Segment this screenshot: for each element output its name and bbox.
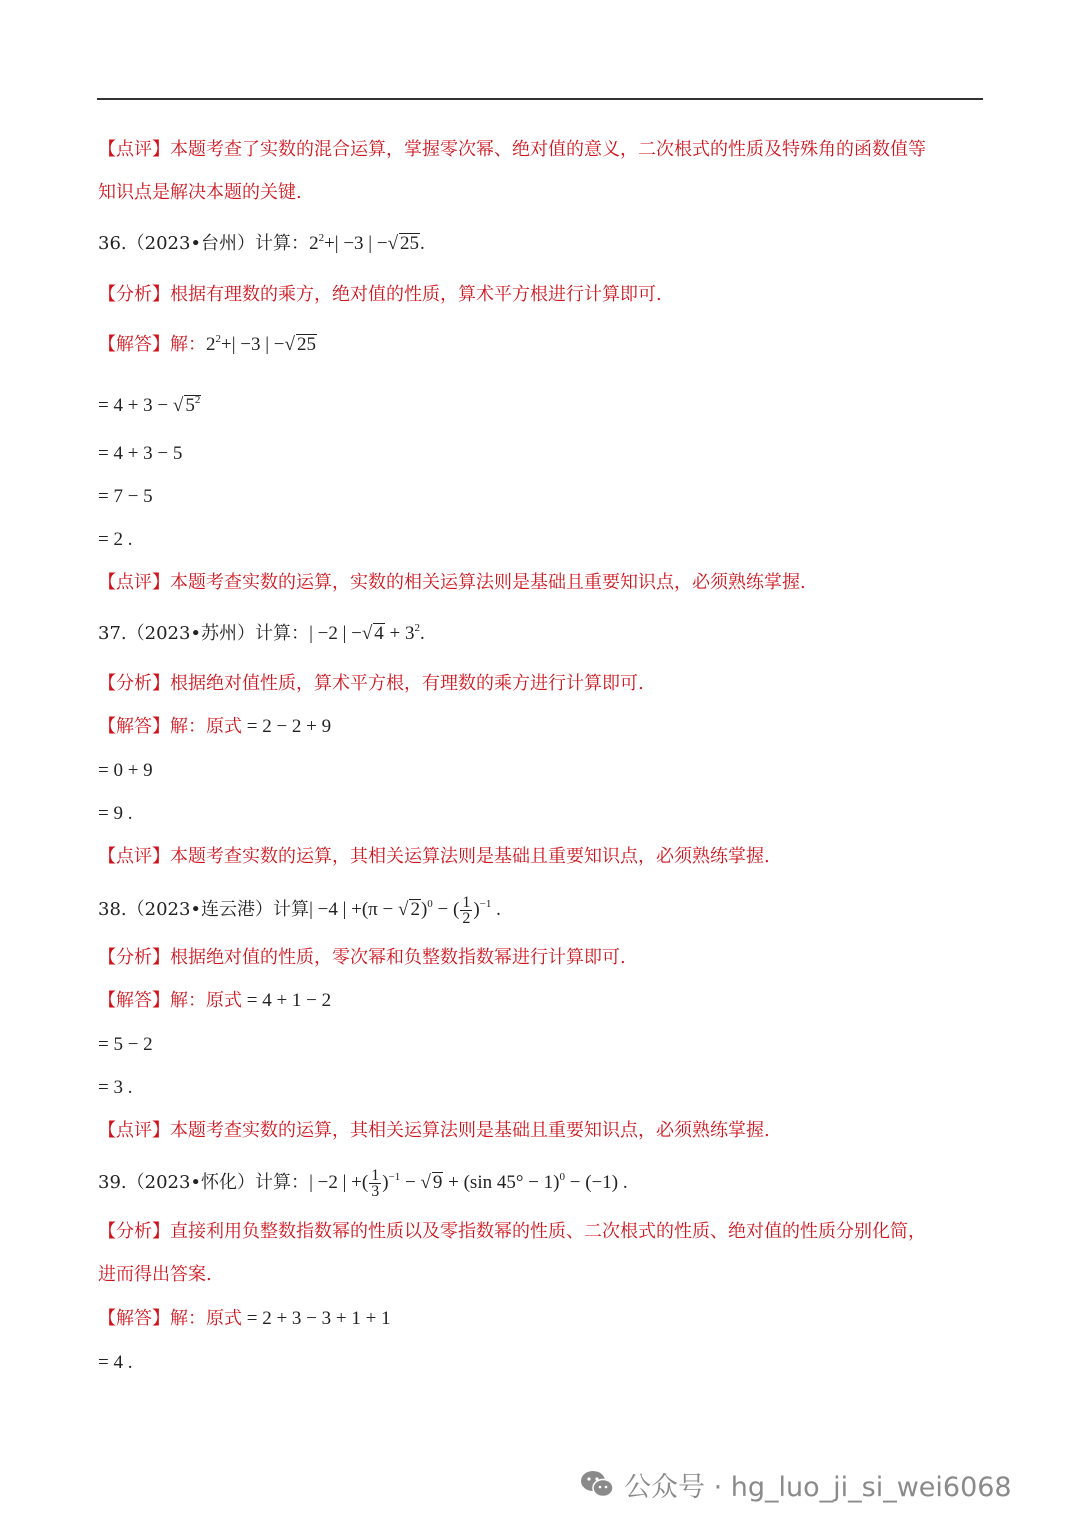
watermark-text: 公众号 · hg_luo_ji_si_wei6068: [624, 1471, 1012, 1503]
step-38-2: = 3 .: [98, 1077, 133, 1098]
analysis-39-line2: 进而得出答案.: [98, 1264, 212, 1285]
problem-37-question: 37.（2023•苏州）计算：| −2 | −√ $4 + 3^2$.: [98, 622, 425, 644]
wechat-icon: [580, 1469, 614, 1499]
problem-38-question: 38.（2023•连云港）计算| −4 | +(π − √ 2)$^0$ − ( $\frac{1}{2}$ )$^{-1}$ .: [98, 894, 501, 927]
answer-36: 【解答】解：$2^2+| -3$ | −√ 25: [98, 333, 316, 355]
analysis-36: 【分析】根据有理数的乘方，绝对值的性质，算术平方根进行计算即可.: [98, 284, 662, 305]
step-36-1: = 4 + 3 − √ $5^2$: [98, 394, 201, 416]
step-36-2: = 4 + 3 − 5: [98, 443, 183, 464]
header-rule: [97, 98, 983, 100]
problem-36-question: 36.（2023•台州）计算：$2^2+| -3$ | −√ 25.: [98, 232, 425, 254]
analysis-39-line1: 【分析】直接利用负整数指数幂的性质以及零指数幂的性质、二次根式的性质、绝对值的性质分别化简，: [98, 1221, 926, 1242]
step-36-4: = 2 .: [98, 529, 133, 550]
problem-39-question: 39.（2023•怀化）计算：| −2 | +( $\frac{1}{3}$ )$^{-1}$ − √ 9 + (sin 45° − 1)$^0$ − (−1) .: [98, 1167, 628, 1200]
step-37-1: = 0 + 9: [98, 760, 153, 781]
comment-36: 【点评】本题考查实数的运算，实数的相关运算法则是基础且重要知识点，必须熟练掌握.: [98, 572, 806, 593]
analysis-38: 【分析】根据绝对值的性质，零次幂和负整数指数幂进行计算即可.: [98, 947, 626, 968]
step-39-1: = 4 .: [98, 1352, 133, 1373]
step-36-3: = 7 − 5: [98, 486, 153, 507]
step-37-2: = 9 .: [98, 803, 133, 824]
comment-37: 【点评】本题考查实数的运算，其相关运算法则是基础且重要知识点，必须熟练掌握.: [98, 846, 770, 867]
comment-38: 【点评】本题考查实数的运算，其相关运算法则是基础且重要知识点，必须熟练掌握.: [98, 1120, 770, 1141]
comment-35-line2: 知识点是解决本题的关键.: [98, 182, 302, 203]
answer-39: 【解答】解：原式 = 2 + 3 − 3 + 1 + 1: [98, 1308, 391, 1329]
answer-37: 【解答】解：原式 = 2 − 2 + 9: [98, 716, 332, 737]
comment-35-line1: 【点评】本题考查了实数的混合运算，掌握零次幂、绝对值的意义，二次根式的性质及特殊角的函数值等: [98, 139, 926, 160]
analysis-37: 【分析】根据绝对值性质，算术平方根，有理数的乘方进行计算即可.: [98, 673, 644, 694]
watermark: [580, 1466, 1012, 1502]
answer-38: 【解答】解：原式 = 4 + 1 − 2: [98, 990, 332, 1011]
step-38-1: = 5 − 2: [98, 1034, 153, 1055]
